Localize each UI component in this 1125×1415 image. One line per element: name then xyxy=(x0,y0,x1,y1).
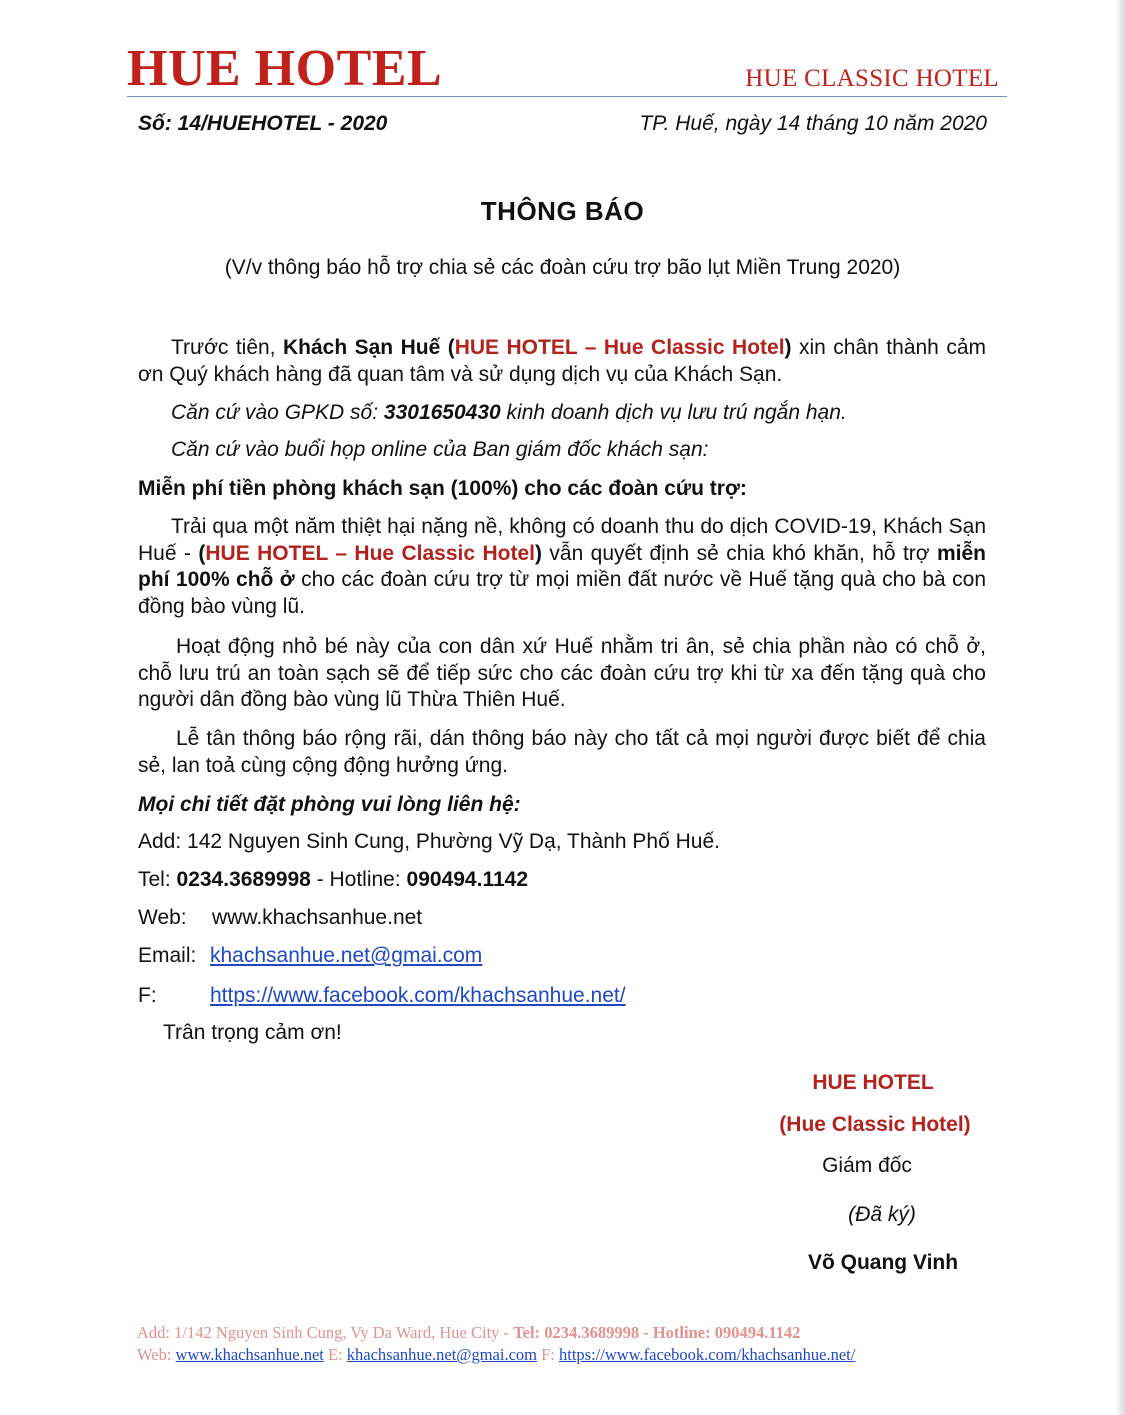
email-label: Email: xyxy=(138,944,197,967)
brand-logo-text: HUE HOTEL xyxy=(127,40,443,97)
free-room-heading: Miễn phí tiền phòng khách sạn (100%) cho các đoàn cứu trợ: xyxy=(138,477,747,500)
paren-open: ( xyxy=(198,541,206,565)
footer-facebook-label: F: xyxy=(537,1345,560,1364)
contact-heading: Mọi chi tiết đặt phòng vui lòng liên hệ: xyxy=(138,793,521,816)
signature-name: Võ Quang Vinh xyxy=(807,1251,959,1274)
footer-facebook-link[interactable]: https://www.facebook.com/khachsanhue.net/ xyxy=(559,1345,856,1364)
web-address: www.khachsanhue.net xyxy=(212,906,423,929)
letterhead xyxy=(127,38,1007,97)
signature-position: Giám đốc xyxy=(822,1154,912,1177)
paren-close: ) xyxy=(784,336,792,359)
footer-phone: Tel: 0234.3689998 - Hotline: 090494.1142 xyxy=(513,1323,801,1342)
contact-address: Add: 142 Nguyen Sinh Cung, Phường Vỹ Dạ, Thành Phố Huế. xyxy=(138,830,720,853)
document-title: THÔNG BÁO xyxy=(480,196,645,226)
footer-email-label: E: xyxy=(323,1345,347,1364)
footer-address: Add: 1/142 Nguyen Sinh Cung, Vy Da Ward, Hue City - xyxy=(137,1323,514,1342)
place-date: TP. Huế, ngày 14 tháng 10 năm 2020 xyxy=(639,112,987,135)
hotel-name-vn: Khách Sạn Huế ( xyxy=(282,336,455,359)
license-desc: kinh doanh dịch vụ lưu trú ngắn hạn. xyxy=(500,401,847,424)
gratitude-text: Hoạt động nhỏ bé này của con dân xứ Huế nhằm tri ân, sẻ chia phần nào có chỗ ở, chỗ lưu trú an toàn sạch sẽ để tiếp sức cho các đoàn cứu trợ khi từ xa đến tặng quà cho người dân đồng bào vùng lũ Thừa Thiên Huế. xyxy=(138,635,986,711)
support-text: Trải qua một năm thiệt hại nặng nề, không có doanh thu do dịch COVID-19, Khách Sạn Huế - xyxy=(138,515,986,565)
footer-line-2 xyxy=(137,1345,855,1365)
support-paragraph xyxy=(138,514,986,620)
email-link[interactable]: khachsanhue.net@gmai.com xyxy=(210,944,483,967)
intro-paragraph xyxy=(138,335,986,388)
gratitude-paragraph xyxy=(138,634,986,714)
hotline-label: - Hotline: xyxy=(310,868,407,891)
reception-paragraph xyxy=(138,726,986,779)
hotel-name-en: HUE HOTEL – Hue Classic Hotel xyxy=(205,541,535,565)
signature-org-sub: (Hue Classic Hotel) xyxy=(779,1113,971,1136)
footer-web-link[interactable]: www.khachsanhue.net xyxy=(175,1345,324,1364)
footer-line-1 xyxy=(137,1323,800,1343)
hotel-name-en: HUE HOTEL – Hue Classic Hotel xyxy=(454,336,785,359)
free-100-emphasis: miễn phí 100% chỗ ở xyxy=(138,541,987,591)
support-text: cho các đoàn cứu trợ từ mọi miền đất nước về Huế tặng quà cho bà con đồng bào vùng lũ. xyxy=(138,568,986,618)
tel-number: 0234.3689998 xyxy=(176,868,311,891)
intro-text: Trước tiên, xyxy=(171,336,283,359)
facebook-link[interactable]: https://www.facebook.com/khachsanhue.net/ xyxy=(210,984,626,1007)
footer-email-link[interactable]: khachsanhue.net@gmai.com xyxy=(346,1345,537,1364)
paren-close: ) xyxy=(534,541,542,565)
web-label: Web: xyxy=(138,906,187,929)
meeting-line: Căn cứ vào buổi họp online của Ban giám đốc khách sạn: xyxy=(171,438,709,461)
license-label: Căn cứ vào GPKD số: xyxy=(171,401,384,424)
intro-thanks: xin chân thành cảm ơn Quý khách hàng đã quan tâm và sử dụng dịch vụ của Khách Sạn. xyxy=(138,336,986,386)
reception-text: Lễ tân thông báo rộng rãi, dán thông báo này cho tất cả mọi người được biết để chia sẻ, lan toả cùng cộng động hưởng ứng. xyxy=(138,727,986,777)
hotline-number: 090494.1142 xyxy=(406,868,528,891)
tel-label: Tel: xyxy=(138,868,177,891)
footer-web-label: Web: xyxy=(137,1345,176,1364)
signature-org: HUE HOTEL xyxy=(812,1071,934,1094)
brand-subtitle: HUE CLASSIC HOTEL xyxy=(745,65,999,92)
license-line xyxy=(171,400,847,426)
closing-thanks: Trân trọng cảm ơn! xyxy=(163,1021,342,1044)
contact-phone xyxy=(138,867,528,893)
license-number: 3301650430 xyxy=(383,401,501,424)
signature-status: (Đã ký) xyxy=(848,1203,916,1226)
facebook-label: F: xyxy=(138,984,157,1007)
document-subtitle: (V/v thông báo hỗ trợ chia sẻ các đoàn cứu trợ bão lụt Miền Trung 2020) xyxy=(224,256,901,279)
document-number: Số: 14/HUEHOTEL - 2020 xyxy=(138,112,388,135)
support-text: vẫn quyết định sẻ chia khó khăn, hỗ trợ xyxy=(541,541,937,565)
